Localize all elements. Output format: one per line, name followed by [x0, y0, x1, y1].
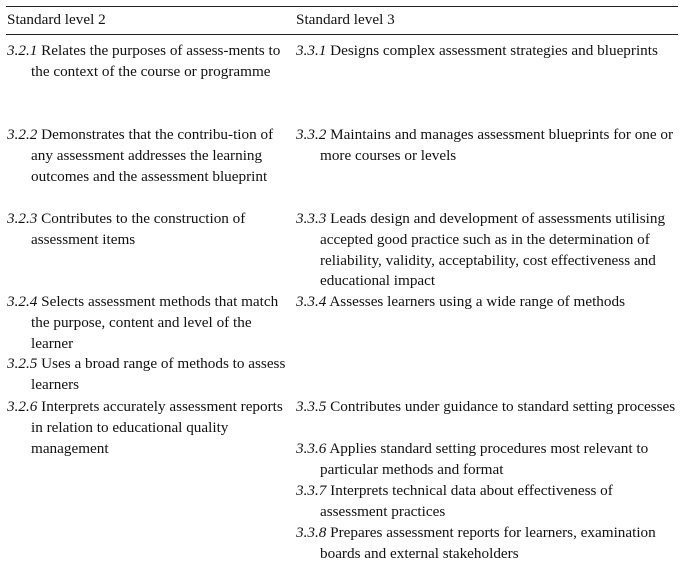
list-item: [296, 397, 681, 418]
header-standard-level-2: Standard level 2: [7, 11, 106, 28]
header-standard-level-3: Standard level 3: [296, 11, 395, 28]
item-text: Designs complex assessment strategies and blueprints: [330, 42, 658, 59]
item-number: 3.3.7: [296, 482, 327, 499]
item-number: 3.2.6: [7, 398, 38, 415]
item-number: 3.3.4: [296, 293, 327, 310]
item-text: Demonstrates that the contribu-tion of any assessment addresses the learning outcomes and the assessment blueprint: [31, 126, 274, 185]
list-item: [7, 41, 293, 83]
list-item: [7, 209, 293, 251]
table-header: [6, 7, 678, 34]
item-number: 3.2.4: [7, 293, 38, 310]
item-text: Contributes under guidance to standard setting processes: [330, 398, 676, 415]
item-number: 3.2.2: [7, 126, 38, 143]
list-item: [296, 292, 681, 313]
item-text: Uses a broad range of methods to assess learners: [31, 355, 286, 393]
standards-table: [6, 6, 678, 562]
list-item: [7, 292, 293, 354]
item-text: Applies standard setting procedures most relevant to particular methods and format: [320, 440, 649, 478]
item-number: 3.3.8: [296, 524, 327, 541]
list-item: [296, 439, 681, 481]
item-number: 3.3.3: [296, 210, 327, 227]
item-number: 3.3.2: [296, 126, 327, 143]
list-item: [296, 523, 681, 565]
item-text: Prepares assessment reports for learners, examination boards and external stakeholders: [320, 524, 656, 562]
item-number: 3.2.3: [7, 210, 38, 227]
list-item: [296, 481, 681, 523]
item-number: 3.3.6: [296, 440, 327, 457]
item-number: 3.3.1: [296, 42, 327, 59]
item-text: Interprets technical data about effectiveness of assessment practices: [320, 482, 613, 520]
list-item: [296, 209, 681, 292]
item-number: 3.2.1: [7, 42, 38, 59]
table-body: [6, 35, 678, 562]
item-text: Leads design and development of assessments utilising accepted good practice such as in the determination of reliability, validity, acceptability, cost effectiveness and educational impact: [320, 210, 666, 290]
list-item: [296, 41, 681, 62]
item-text: Interprets accurately assessment reports in relation to educational quality management: [31, 398, 283, 457]
item-text: Selects assessment methods that match the purpose, content and level of the learner: [31, 293, 279, 352]
item-number: 3.3.5: [296, 398, 327, 415]
item-text: Relates the purposes of assess-ments to the context of the course or programme: [31, 42, 281, 80]
list-item: [7, 397, 293, 459]
list-item: [7, 125, 293, 187]
list-item: [7, 354, 293, 396]
item-text: Assesses learners using a wide range of methods: [329, 293, 626, 310]
item-text: Contributes to the construction of assessment items: [31, 210, 246, 248]
list-item: [296, 125, 681, 167]
item-text: Maintains and manages assessment blueprints for one or more courses or levels: [320, 126, 674, 164]
item-number: 3.2.5: [7, 355, 38, 372]
